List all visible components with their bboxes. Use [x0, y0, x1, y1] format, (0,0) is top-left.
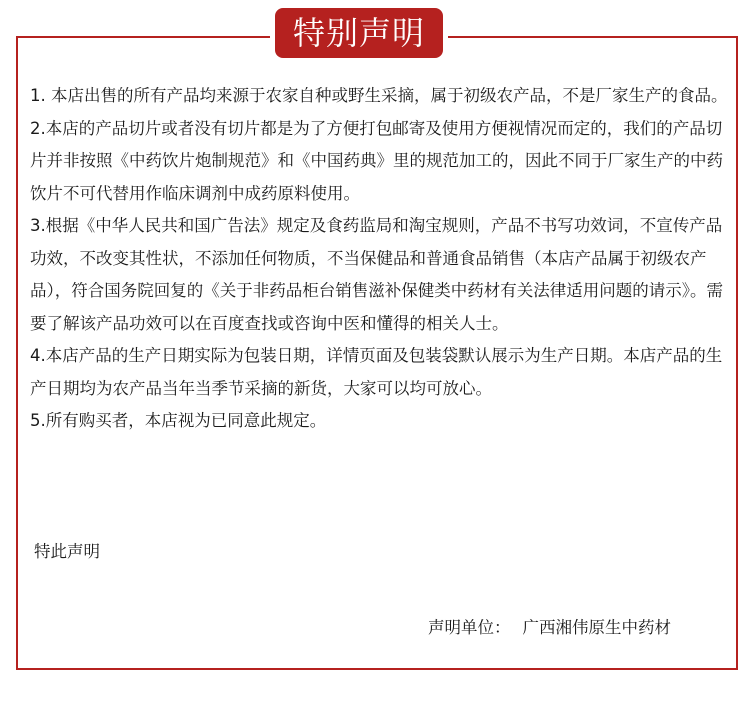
signature-name: 广西湘伟原生中药材 [522, 618, 671, 637]
declaration-body [30, 80, 730, 438]
declaration-title: 特别声明 [275, 8, 443, 58]
declaration-item-2: 2.本店的产品切片或者没有切片都是为了方便打包邮寄及使用方便视情况而定的，我们的产品切片并非按照《中药饮片炮制规范》和《中国药典》里的规范加工的，因此不同于厂家生产的中药饮片不可代替用作临床调剂中成药原料使用。 [30, 118, 723, 203]
closing-statement: 特此声明 [34, 542, 100, 561]
signature-line [428, 612, 671, 644]
declaration-item-3: 3.根据《中华人民共和国广告法》规定及食药监局和淘宝规则，产品不书写功效词，不宣传产品功效，不改变其性状，不添加任何物质，不当保健品和普通食品销售（本店产品属于初级农产品），符合国务院回复的《关于非药品柜台销售滋补保健类中药材有关法律适用问题的请示》。需要了解该产品功效可以在百度查找或咨询中医和懂得的相关人士。 [30, 216, 723, 333]
signature-label: 声明单位： [428, 618, 511, 637]
declaration-item-5: 5.所有购买者，本店视为已同意此规定。 [30, 411, 327, 430]
declaration-item-1: 1. 本店出售的所有产品均来源于农家自种或野生采摘，属于初级农产品，不是厂家生产的食品。 [30, 86, 728, 105]
declaration-item-4: 4.本店产品的生产日期实际为包装日期，详情页面及包装袋默认展示为生产日期。本店产品的生产日期均为农产品当年当季节采摘的新货，大家可以均可放心。 [30, 346, 723, 398]
